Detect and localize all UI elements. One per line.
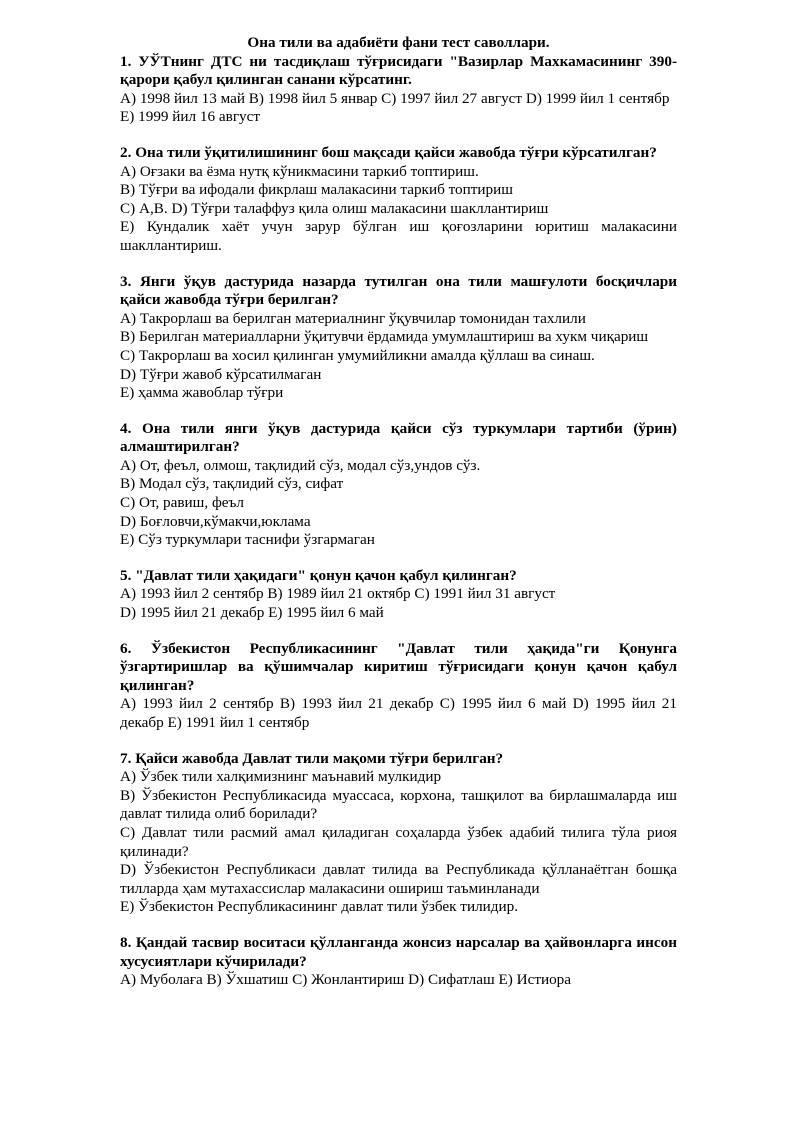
answer-option: С) Такрорлаш ва хосил қилинган умумийликни амалда қўллаш ва синаш. [120,346,595,364]
answer-option: В) Модал сўз, тақлидий сўз, сифат [120,475,344,493]
answer-option: Е) ҳамма жавоблар тўғри [120,384,284,402]
answer-option: С) А,В. D) Тўғри талаффуз қила олиш малакасини шакллантириш [120,199,549,217]
answer-option: В) Берилган материалларни ўқитувчи ёрдамида умумлаштириш ва хукм чиқариш [120,328,649,346]
question-text: 8. Қандай тасвир воситаси қўлланганда жонсиз нарсалар ва ҳайвонларга инсон хусусиятлари кўчирилади? [120,933,677,970]
answer-option: С) От, равиш, феъл [120,494,244,512]
document-page [120,34,677,1007]
question-8 [120,934,677,990]
question-3 [120,273,677,403]
question-text: 3. Янги ўқув дастурида назарда тутилган она тили машғулоти босқичлари қайси жавобда тўғри берилган? [120,272,677,309]
answer-option: D) Боғловчи,кўмакчи,юклама [120,512,311,530]
answer-option: В) Тўғри ва ифодали фикрлаш малакасини таркиб топтириш [120,181,513,199]
answer-options: А) Муболаға В) Ўхшатиш С) Жонлантириш D) Сифатлаш Е) Истиора [120,971,572,989]
question-text: 7. Қайси жавобда Давлат тили мақоми тўғри берилган? [120,749,504,767]
question-7 [120,750,677,917]
document-title: Она тили ва адабиёти фани тест саволлари. [247,34,550,51]
question-5 [120,567,677,623]
question-text: 2. Она тили ўқитилишининг бош мақсади қайси жавобда тўғри кўрсатилган? [120,143,657,161]
answer-option: А) Ўзбек тили халқимизнинг маънавий мулкидир [120,768,442,786]
answer-options: D) 1995 йил 21 декабр Е) 1995 йил 6 май [120,604,384,622]
question-text: 5. "Давлат тили ҳақидаги" қонун қачон қабул қилинган? [120,566,517,584]
answer-option: А) Такрорлаш ва берилган материалнинг ўқувчилар томонидан тахлили [120,309,586,327]
question-text: 1. УЎТнинг ДТС ни тасдиқлаш тўғрисидаги "Вазирлар Махкамасининг 390- қарори қабул қилинган санани кўрсатинг. [120,52,677,89]
answer-options: А) 1998 йил 13 май В) 1998 йил 5 январ С) 1997 йил 27 август D) 1999 йил 1 сентябр [120,89,670,107]
answer-option: А) Оғзаки ва ёзма нутқ кўникмасини таркиб топтириш. [120,162,479,180]
question-2 [120,144,677,256]
question-1 [120,53,677,127]
question-text: 4. Она тили янги ўқув дастурида қайси сўз туркумлари тартиби (ўрин) алмаштирилган? [120,419,677,456]
answer-option: Е) Сўз туркумлари таснифи ўзгармаган [120,531,375,549]
question-6 [120,640,677,733]
answer-options: Е) 1999 йил 16 август [120,108,261,126]
answer-option: В) Ўзбекистон Республикасида муассаса, корхона, ташқилот ва бирлашмаларда иш давлат тилида олиб борилади? [120,786,677,823]
answer-option: Е) Ўзбекистон Республикасининг давлат тили ўзбек тилидир. [120,898,519,916]
question-4 [120,420,677,550]
answer-option: С) Давлат тили расмий амал қиладиган соҳаларда ўзбек адабий тилига тўла риоя қилинади? [120,823,677,860]
answer-option: А) От, феъл, олмош, тақлидий сўз, модал сўз,ундов сўз. [120,456,481,474]
question-text: 6. Ўзбекистон Республикасининг "Давлат тили ҳақида"ги Қонунга ўзгартиришлар ва қўшимчалар киритиш тўғрисидаги қонун қачон қабул қилинган? [120,639,677,694]
answer-options: А) 1993 йил 2 сентябр В) 1993 йил 21 декабр С) 1995 йил 6 май D) 1995 йил 21 декабр Е) 1991 йил 1 сентябр [120,695,677,731]
answer-option: D) Тўғри жавоб кўрсатилмаган [120,365,322,383]
answer-option: D) Ўзбекистон Республикаси давлат тилида ва Республикада қўлланаётган бошқа тилларда ҳам мутахассислар малакасини ошириш таъминланади [120,861,677,897]
answer-option: Е) Кундалик хаёт учун зарур бўлган иш қоғозларини юритиш малакасини шакллантириш. [120,218,677,254]
answer-options: А) 1993 йил 2 сентябр В) 1989 йил 21 октябр С) 1991 йил 31 август [120,585,556,603]
